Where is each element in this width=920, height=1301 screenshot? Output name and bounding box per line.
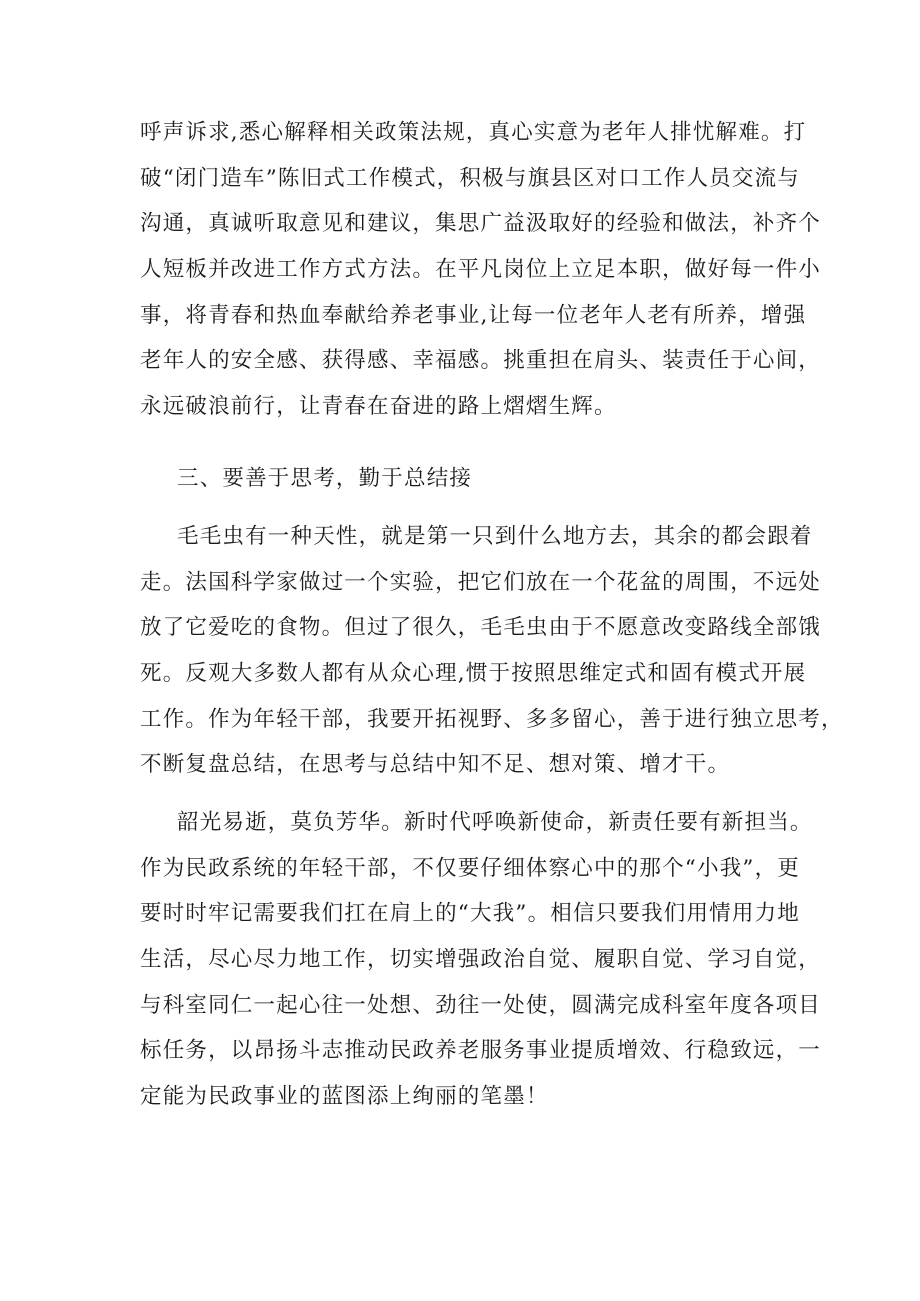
text-line: 放了它爱吃的食物。但过了很久，毛毛虫由于不愿意改变路线全部饿: [140, 615, 822, 641]
text-line: 生活，尽心尽力地工作，切实增强政治自觉、履职自觉、学习自觉，: [140, 947, 822, 973]
text-line: 与科室同仁一起心往一处想、劲往一处使，圆满完成科室年度各项目: [140, 992, 822, 1018]
paragraph-conclusion: [140, 800, 822, 1120]
text-line: 韶光易逝，莫负芳华。新时代呼唤新使命，新责任要有新担当。: [177, 810, 813, 835]
text-line: 要时时牢记需要我们扛在肩上的“大我”。相信只要我们用情用力地: [140, 901, 800, 927]
paragraph-caterpillar: [140, 514, 844, 788]
text-line: 事，将青春和热血奉献给养老事业,让每一位老年人老有所养，增强: [140, 302, 807, 328]
text-line: 走。法国科学家做过一个实验，把它们放在一个花盆的周围，不远处: [140, 569, 822, 595]
text-line: 人短板并改进工作方式方法。在平凡岗位上立足本职，做好每一件小: [140, 257, 822, 283]
text-line: 沟通，真诚听取意见和建议，集思广益汲取好的经验和做法，补齐个: [140, 211, 822, 237]
text-line: 永远破浪前行，让青春在奋进的路上熠熠生辉。: [140, 394, 617, 420]
text-line: 不断复盘总结，在思考与总结中知不足、想对策、增才干。: [140, 752, 731, 778]
text-line: 工作。作为年轻干部，我要开拓视野、多多留心，善于进行独立思考，: [140, 706, 844, 732]
text-line: 呼声诉求,悉心解释相关政策法规，真心实意为老年人排忧解难。打: [140, 120, 807, 145]
text-line: 标任务，以昂扬斗志推动民政养老服务事业提质增效、行稳致远，一: [140, 1038, 822, 1064]
text-line: 死。反观大多数人都有从众心理,惯于按照思维定式和固有模式开展: [140, 661, 807, 687]
text-line: 定能为民政事业的蓝图添上绚丽的笔墨！: [140, 1084, 549, 1110]
heading-text: 三、要善于思考，勤于总结接: [177, 466, 473, 491]
text-line: 老年人的安全感、获得感、幸福感。挑重担在肩头、装责任于心间，: [140, 348, 822, 374]
text-line: 毛毛虫有一种天性，就是第一只到什么地方去，其余的都会跟着: [177, 524, 813, 549]
text-line: 破“闭门造车”陈旧式工作模式，积极与旗县区对口工作人员交流与: [140, 165, 800, 191]
section-heading: [140, 456, 788, 502]
paragraph-continuation: [140, 110, 822, 430]
text-line: 作为民政系统的年轻干部，不仅要仔细体察心中的那个“小我”，更: [140, 855, 800, 881]
